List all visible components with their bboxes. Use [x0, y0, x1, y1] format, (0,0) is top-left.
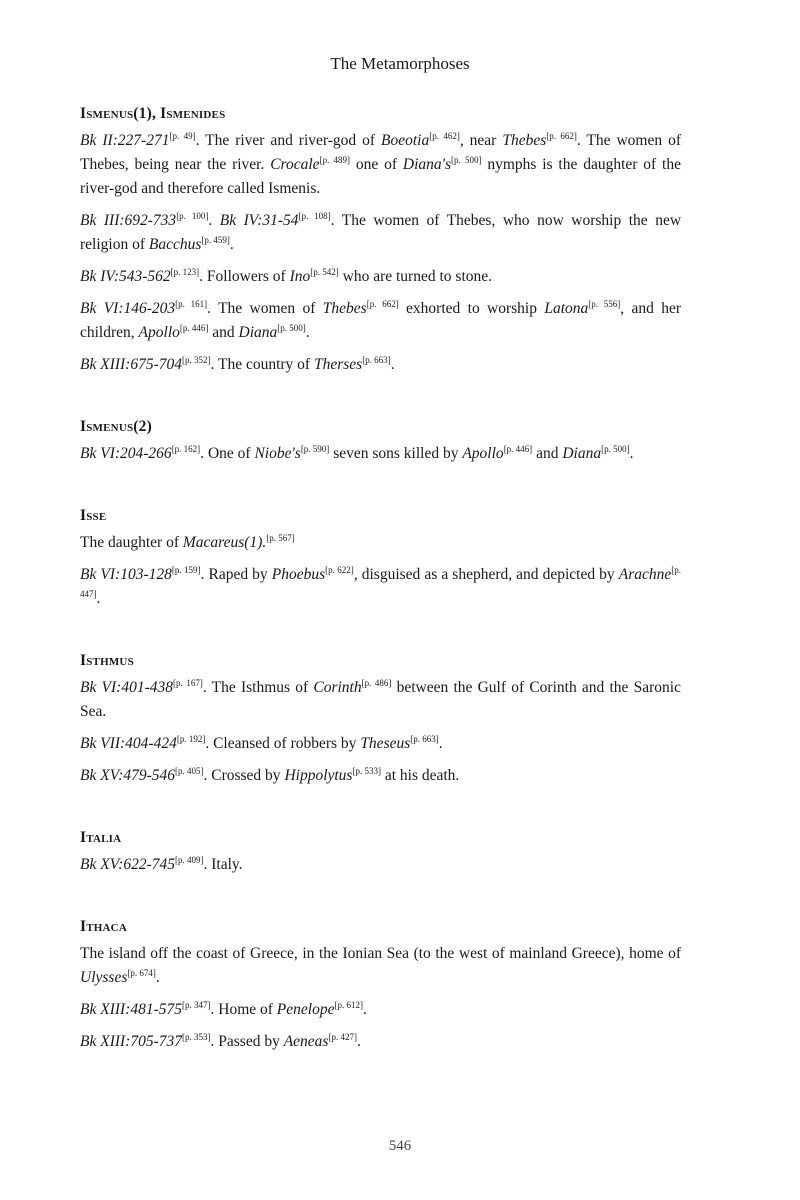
- page-reference[interactable]: [p. 192]: [176, 733, 206, 744]
- book-reference[interactable]: Bk VI:401-438: [80, 679, 174, 696]
- glossary-entry: [80, 826, 681, 877]
- glossary-entry: [80, 915, 681, 1054]
- text-run: The daughter of: [80, 534, 183, 551]
- text-run: .: [155, 969, 160, 986]
- book-reference[interactable]: Bk XIII:705-737: [80, 1033, 182, 1050]
- page-reference[interactable]: [p. 567]: [266, 532, 295, 543]
- text-run: . The women of: [207, 300, 323, 317]
- entry-heading: Isthmus: [80, 652, 134, 669]
- book-reference[interactable]: Bk VII:404-424: [80, 735, 177, 752]
- page-reference[interactable]: [p. 446]: [503, 443, 533, 454]
- name-link[interactable]: Macareus(1).: [182, 534, 267, 551]
- name-link[interactable]: Apollo: [462, 445, 504, 462]
- name-link[interactable]: Ulysses: [80, 969, 128, 986]
- page-reference[interactable]: [p. 612]: [334, 999, 363, 1010]
- text-run: .: [208, 212, 220, 229]
- text-run: .: [629, 445, 634, 462]
- text-run: . Crossed by: [203, 767, 285, 784]
- name-link[interactable]: Latona: [544, 300, 589, 317]
- page-reference[interactable]: [p. 347]: [182, 999, 211, 1010]
- entry-heading: Italia: [80, 829, 122, 846]
- name-link[interactable]: Diana: [562, 445, 602, 462]
- entry-paragraph: [80, 442, 681, 466]
- page-number: 546: [388, 1138, 412, 1154]
- page-reference[interactable]: [p. 353]: [182, 1031, 211, 1042]
- name-link[interactable]: Niobe's: [254, 445, 301, 462]
- book-reference[interactable]: Bk IV:31-54: [219, 212, 299, 229]
- name-link[interactable]: Thebes: [502, 132, 547, 149]
- text-run: . The women of Thebes, being near the river.: [80, 132, 681, 173]
- book-reference[interactable]: Bk XIII:481-575: [80, 1001, 182, 1018]
- name-link[interactable]: Theseus: [360, 735, 411, 752]
- entry-heading: Isse: [80, 507, 107, 524]
- page-reference[interactable]: [p. 447]: [80, 564, 682, 599]
- page-reference[interactable]: [p. 459]: [201, 234, 230, 245]
- entry-paragraph: [80, 297, 681, 345]
- name-link[interactable]: Phoebus: [271, 566, 326, 583]
- entry-paragraph: [80, 764, 681, 788]
- book-reference[interactable]: Bk III:692-733: [80, 212, 177, 229]
- text-run: seven sons killed by: [329, 445, 463, 462]
- name-link[interactable]: Ino: [289, 268, 311, 285]
- text-run: .: [305, 324, 310, 341]
- page-reference[interactable]: [p. 542]: [310, 266, 339, 277]
- entry-heading: Ithaca: [80, 918, 127, 935]
- page-reference[interactable]: [p. 100]: [176, 210, 209, 221]
- page-reference[interactable]: [p. 159]: [171, 564, 201, 575]
- text-run: . Home of: [210, 1001, 277, 1018]
- page-reference[interactable]: [p. 500]: [451, 154, 482, 165]
- page-reference[interactable]: [p. 123]: [170, 266, 200, 277]
- page-reference[interactable]: [p. 674]: [127, 967, 156, 978]
- text-run: . The country of: [210, 356, 314, 373]
- text-run: . Cleansed of robbers by: [205, 735, 361, 752]
- entry-paragraph: [80, 209, 681, 257]
- text-run: . Followers of: [199, 268, 290, 285]
- entry-paragraph: [80, 732, 681, 756]
- page-reference[interactable]: [p. 409]: [174, 854, 204, 865]
- glossary-entry: [80, 102, 681, 377]
- entry-heading: Ismenus(2): [80, 418, 152, 435]
- text-run: and: [532, 445, 563, 462]
- book-reference[interactable]: Bk VI:146-203: [80, 300, 176, 317]
- page-reference[interactable]: [p. 486]: [361, 677, 392, 688]
- text-run: .: [438, 735, 443, 752]
- book-reference[interactable]: Bk XV:622-745: [80, 856, 175, 873]
- page-reference[interactable]: [p. 500]: [601, 443, 630, 454]
- book-reference[interactable]: Bk VI:103-128: [80, 566, 172, 583]
- entry-paragraph: [80, 563, 681, 611]
- page-reference[interactable]: [p. 590]: [300, 443, 330, 454]
- name-link[interactable]: Penelope: [276, 1001, 335, 1018]
- name-link[interactable]: Aeneas: [283, 1033, 329, 1050]
- page-reference[interactable]: [p. 533]: [352, 765, 381, 776]
- text-run: .: [229, 236, 234, 253]
- page-reference[interactable]: [p. 108]: [298, 210, 331, 221]
- name-link[interactable]: Boeotia: [381, 132, 430, 149]
- glossary-content: [80, 102, 681, 1092]
- name-link[interactable]: Diana: [238, 324, 278, 341]
- book-reference[interactable]: Bk XIII:675-704: [80, 356, 182, 373]
- entry-paragraph: [80, 676, 681, 724]
- name-link[interactable]: Crocale: [270, 156, 320, 173]
- page-reference[interactable]: [p. 556]: [588, 298, 621, 309]
- book-reference[interactable]: Bk II:227-271: [80, 132, 170, 149]
- page-reference[interactable]: [p. 489]: [319, 154, 351, 165]
- book-reference[interactable]: Bk XV:479-546: [80, 767, 175, 784]
- page-reference[interactable]: [p. 662]: [366, 298, 399, 309]
- page-reference[interactable]: [p. 427]: [328, 1031, 357, 1042]
- text-run: , and her children,: [80, 300, 682, 341]
- page-reference[interactable]: [p. 446]: [179, 322, 209, 333]
- page-reference[interactable]: [p. 405]: [174, 765, 204, 776]
- page-reference[interactable]: [p. 167]: [173, 677, 203, 688]
- name-link[interactable]: Diana's: [402, 156, 451, 173]
- text-run: exhorted to worship: [398, 300, 545, 317]
- name-link[interactable]: Arachne: [618, 566, 672, 583]
- text-run: .: [362, 1001, 367, 1018]
- page-reference[interactable]: [p. 663]: [362, 354, 391, 365]
- text-run: nymphs is the daughter of the river-god and therefore called Ismenis.: [80, 156, 681, 197]
- name-link[interactable]: Bacchus: [148, 236, 202, 253]
- glossary-entry: [80, 649, 681, 788]
- entry-heading: Ismenus(1), Ismenides: [80, 105, 226, 122]
- name-link[interactable]: Therses: [313, 356, 363, 373]
- name-link[interactable]: Corinth: [313, 679, 362, 696]
- glossary-entry: [80, 504, 681, 611]
- entry-paragraph: [80, 942, 681, 990]
- page-reference[interactable]: [p. 622]: [325, 564, 354, 575]
- page-reference[interactable]: [p. 662]: [546, 130, 577, 141]
- entry-paragraph: [80, 1030, 681, 1054]
- entry-paragraph: [80, 129, 681, 201]
- page-reference[interactable]: [p. 161]: [175, 298, 208, 309]
- page-reference[interactable]: [p. 352]: [182, 354, 211, 365]
- name-link[interactable]: Hippolytus: [284, 767, 353, 784]
- page-reference[interactable]: [p. 162]: [171, 443, 201, 454]
- text-run: .: [356, 1033, 361, 1050]
- book-reference[interactable]: Bk IV:543-562: [80, 268, 171, 285]
- name-link[interactable]: Apollo: [138, 324, 180, 341]
- page-reference[interactable]: [p. 500]: [277, 322, 306, 333]
- entry-paragraph: [80, 353, 681, 377]
- entry-paragraph: [80, 998, 681, 1022]
- book-reference[interactable]: Bk VI:204-266: [80, 445, 172, 462]
- entry-paragraph: [80, 265, 681, 289]
- page-reference[interactable]: [p. 49]: [169, 130, 196, 141]
- text-run: . The Isthmus of: [202, 679, 314, 696]
- entry-paragraph: [80, 853, 681, 877]
- text-run: between the Gulf of Corinth and the Saronic Sea.: [80, 679, 681, 720]
- text-run: . Italy.: [203, 856, 243, 873]
- page-reference[interactable]: [p. 663]: [410, 733, 439, 744]
- text-run: , near: [459, 132, 503, 149]
- text-run: . Passed by: [210, 1033, 284, 1050]
- text-run: .: [96, 590, 101, 607]
- text-run: and: [208, 324, 239, 341]
- text-run: one of: [350, 156, 403, 173]
- glossary-entry: [80, 415, 681, 466]
- name-link[interactable]: Thebes: [322, 300, 367, 317]
- text-run: . Raped by: [200, 566, 272, 583]
- text-run: . The river and river-god of: [195, 132, 382, 149]
- entry-paragraph: [80, 531, 681, 555]
- text-run: , disguised as a shepherd, and depicted by: [353, 566, 619, 583]
- page-reference[interactable]: [p. 462]: [429, 130, 460, 141]
- text-run: at his death.: [380, 767, 460, 784]
- text-run: who are turned to stone.: [338, 268, 493, 285]
- text-run: . The women of Thebes, who now worship the new religion of: [80, 212, 682, 253]
- text-run: . One of: [200, 445, 255, 462]
- text-run: The island off the coast of Greece, in the Ionian Sea (to the west of mainland Greece), home of: [80, 945, 681, 962]
- text-run: .: [390, 356, 395, 373]
- running-header: The Metamorphoses: [330, 54, 470, 73]
